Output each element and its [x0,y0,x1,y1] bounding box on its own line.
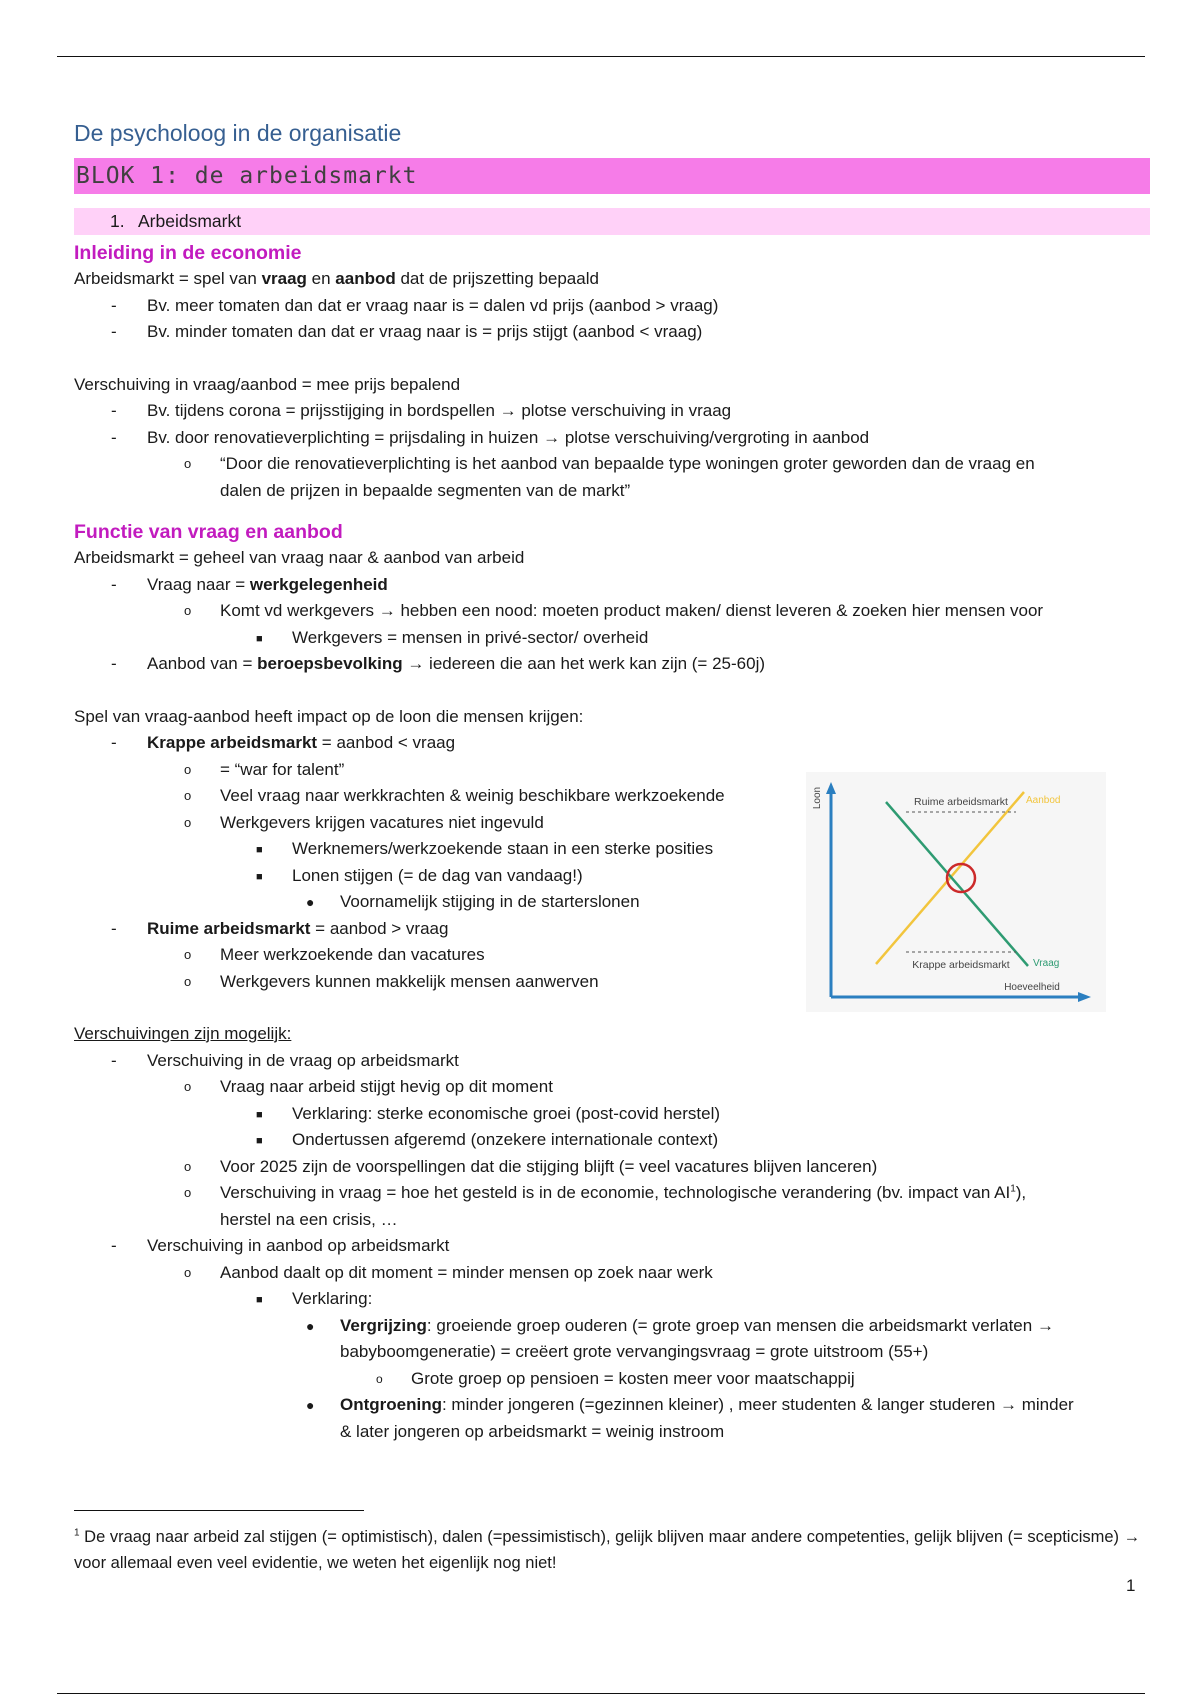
list-item: - Aanbod van = beroepsbevolking → iedereen die aan het werk kan zijn (= 25-60j) [111,654,766,673]
footnote-ref[interactable]: 1 [1010,1183,1016,1195]
list-item: o Werkgevers kunnen makkelijk mensen aanwerven [184,971,599,991]
list-item: - Bv. meer tomaten dan dat er vraag naar is = dalen vd prijs (aanbod > vraag) [111,295,719,315]
page-number: 1 [1126,1576,1136,1595]
list-item-continuation: & later jongeren op arbeidsmarkt = weinig instroom [340,1421,725,1441]
section-title: Arbeidsmarkt [138,211,242,231]
heading-functie: Functie van vraag en aanbod [74,521,343,543]
list-item: ● Vergrijzing: groeiende groep ouderen (= grote groep van mensen die arbeidsmarkt verlaten → [306,1315,1054,1335]
chart-label-krappe: Krappe arbeidsmarkt [912,959,1010,971]
x-axis-label: Hoeveelheid [1004,982,1060,993]
list-item: o Aanbod daalt op dit moment = minder mensen op zoek naar werk [184,1262,713,1282]
list-item: o Komt vd werkgevers → hebben een nood: moeten product maken/ dienst leveren & zoeken hier mensen voor [184,601,1044,620]
footnote-text: De vraag naar arbeid zal stijgen (= optimistisch), dalen (=pessimistisch), gelijk blijven maar andere competenties, gelijk blijven (= scepticisme) → voor allemaal even veel evidentie, we weten het eigenlijk nog niet! [74,1528,1141,1572]
chart-svg [806,772,1106,1012]
list-item: ■ Verklaring: [256,1289,373,1308]
supply-label: Aanbod [1026,795,1061,806]
y-axis-label: Loon [812,786,823,810]
list-item: - Krappe arbeidsmarkt = aanbod < vraag [111,733,456,752]
list-item: o Voor 2025 zijn de voorspellingen dat die stijging blijft (= veel vacatures blijven lanceren) [184,1156,878,1176]
list-item: - Verschuiving in de vraag op arbeidsmarkt [111,1050,459,1070]
demand-label: Vraag [1033,958,1060,969]
list-item: - Bv. door renovatieverplichting = prijsdaling in huizen → plotse verschuiving/vergroting in aanbod [111,427,870,447]
list-item-continuation: dalen de prijzen in bepaalde segmenten van de markt” [220,480,631,500]
list-item: o Grote groep op pensioen = kosten meer voor maatschappij [376,1368,855,1388]
list-item: o “Door die renovatieverplichting is het aanbod van bepaalde type woningen groter geworden dan de vraag en [184,454,1035,473]
top-rule [57,56,1145,57]
list-item: ■ Verklaring: sterke economische groei (post-covid herstel) [256,1103,721,1123]
list-item: o Vraag naar arbeid stijgt hevig op dit moment [184,1077,553,1096]
list-item: ● Voornamelijk stijging in de starterslonen [306,892,640,911]
demand-line [886,802,1028,966]
supply-demand-chart [806,772,1106,1012]
list-item: ● Ontgroening: minder jongeren (=gezinnen kleiner) , meer studenten & langer studeren → minder [306,1395,1074,1414]
list-item: o Verschuiving in vraag = hoe het gesteld is in de economie, technologische verandering (bv. impact van $AI^1$), [184,1183,1027,1202]
list-item: ■ Ondertussen afgeremd (onzekere internationale context) [256,1130,719,1149]
paragraph: Spel van vraag-aanbod heeft impact op de loon die mensen krijgen: [74,706,584,726]
bottom-rule [57,1693,1145,1694]
list-item: - Verschuiving in aanbod op arbeidsmarkt [111,1236,450,1255]
list-item-continuation: babyboomgeneratie) = creëert grote vervangingsvraag = grote uitstroom (55+) [340,1342,929,1361]
list-item: o Werkgevers krijgen vacatures niet ingevuld [184,812,544,832]
x-axis-arrow [1078,992,1091,1002]
footnote [74,1524,1144,1576]
list-item: - Bv. minder tomaten dan dat er vraag naar is = prijs stijgt (aanbod < vraag) [111,322,703,341]
section-number: 1. [110,211,125,231]
list-item: o Veel vraag naar werkkrachten & weinig beschikbare werkzoekende [184,786,725,805]
list-item: ■ Werkgevers = mensen in privé-sector/ overheid [256,627,649,647]
heading-inleiding: Inleiding in de economie [74,242,302,264]
blok-heading: BLOK 1: de arbeidsmarkt [74,158,1150,194]
chart-label-ruime: Ruime arbeidsmarkt [914,796,1008,808]
document-title: De psycholoog in de organisatie [74,120,402,146]
list-item: - Bv. tijdens corona = prijsstijging in bordspellen → plotse verschuiving in vraag [111,401,732,420]
list-item: o = “war for talent” [184,759,345,779]
footnote-rule [74,1510,364,1511]
section-heading [74,208,1150,235]
list-item: ■ Lonen stijgen (= de dag van vandaag!) [256,865,583,885]
list-item-continuation: herstel na een crisis, … [220,1209,398,1229]
paragraph-underlined: Verschuivingen zijn mogelijk: [74,1024,292,1043]
footnote-number: 1 [74,1527,80,1539]
list-item: o Meer werkzoekende dan vacatures [184,945,485,964]
paragraph: Verschuiving in vraag/aanbod = mee prijs bepalend [74,374,461,394]
list-item: - Ruime arbeidsmarkt = aanbod > vraag [111,918,449,938]
list-item: - Vraag naar = werkgelegenheid [111,574,388,594]
paragraph: Arbeidsmarkt = spel van vraag en aanbod dat de prijszetting bepaald [74,269,599,288]
y-axis-arrow [826,782,836,794]
list-item: ■ Werknemers/werkzoekende staan in een sterke posities [256,839,714,858]
paragraph: Arbeidsmarkt = geheel van vraag naar & aanbod van arbeid [74,548,525,567]
